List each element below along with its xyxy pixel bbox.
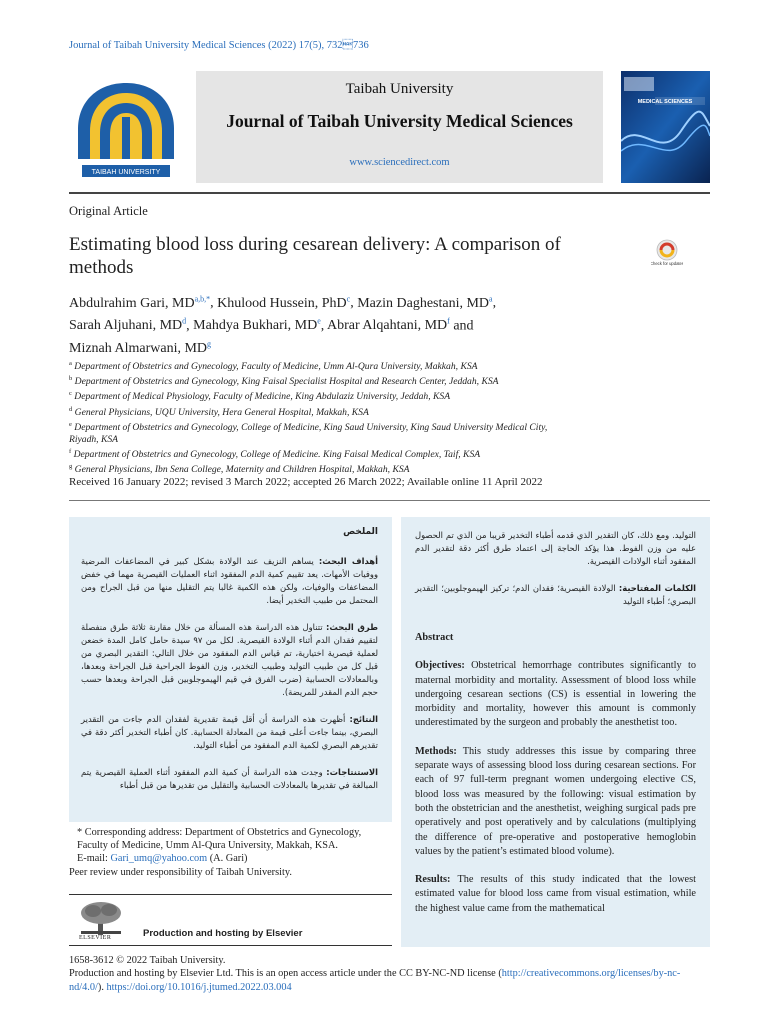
author[interactable]: Miznah Almarwani, $MD^g$ [69, 339, 212, 356]
email-link[interactable]: Gari_umq@yahoo.com [110, 853, 208, 865]
arabic-objectives: أهداف البحث: يساهم النزيف عند الولادة بشكل كبير في المضاعفات المرضية ووفيات الأمهات. يعد تقييم كمية الدم المفقود اثناء العمليات القيصرية مهما في خفض المضاعفات والوفيات، ولكن هذه الكمية غالبا يتم التقليل منها من قبل الجراح ومن المحتمل من طبيب التخدير أيضا. [81, 556, 378, 605]
journal-banner [196, 71, 603, 183]
arabic-conclusions: الاستنتاجات: وجدت هذه الدراسة أن كمية الدم المفقود أثناء العملية القيصرية يتم المبالغة في تقديرها بالمعادلات الحسابية والتقليل من تقديرها من قبل أطباء [81, 767, 378, 790]
issn-line: 1658-3612 © 2022 Taibah University. [69, 955, 226, 966]
page-footer [69, 954, 710, 994]
corresponding-address: * Corresponding address: Department of Obstetrics and Gynecology, Faculty of Medicine, Umm Al-Qura University, Makkah, KSA. [77, 827, 362, 852]
abstract-methods: Methods: This study addresses this issue by comparing three separate ways of assessing blood loss during cesarean sections. For each of 97 full-term pregnant women undergoing elective CS, blood loss was measured by the following: visual estimation by both the obstetrician and the anesthetist, weighing surgical pads pre operatively and post operatively and by calculations (multiplying the difference of pre-operative and postoperative hemoglobin values by the patient’s estimated blood volume). [415, 745, 696, 857]
author[interactable]: Mahdya Bukhari, MDe [193, 316, 321, 334]
elsevier-logo-text: ELSEVIER [79, 935, 112, 941]
affiliation: $^d$ General Physicians, UQU University, Hera General Hospital, Makkah, KSA [69, 405, 369, 418]
logo-caption: TAIBAH UNIVERSITY [91, 169, 161, 176]
corresponding-email: E-mail: Gari_umq@yahoo.com (A. Gari) [77, 853, 248, 865]
author-list: Abdulrahim Gari, $MD^{a,b,*}$, Khulood Hussein, PhD$^c$, Mazin Daghestani, $MD^a$, Sarah Aljuhani, $MD^d$, Mahdya Bukhari, MDe, Abrar Alqahtani, $MD^f$ and Miznah Almarwani, $MD^g$ [69, 294, 497, 356]
peer-review-note: Peer review under responsibility of Taibah University. [69, 866, 292, 878]
affiliation: $^b$ Department of Obstetrics and Gynecology, King Faisal Specialist Hospital and Research Center, Jeddah, KSA [69, 375, 499, 388]
arabic-conclusions-cont: التوليد. ومع ذلك، كان التقدير الذي قدمه أطباء التخدير قريبا من الذي تم الحصول عليه من وزن الفوط. هذا يؤكد الحاجة إلى اعتماد طرق أكثر دقة لتقدير الدم المفقود أثناء الولادات القيصرية. [415, 530, 696, 566]
affiliations [69, 358, 669, 476]
affiliation: $^f$ Department of Obstetrics and Gynecology, College of Medicine. King Faisal Medical Complex, Taif, KSA [69, 447, 481, 461]
check-updates-label: Check for updates [651, 261, 683, 266]
author[interactable]: Abdulrahim Gari, $MD^{a,b,*}$ [69, 294, 211, 311]
article-type: Original Article [69, 204, 148, 218]
affiliation: Riyadh, KSA [69, 433, 119, 445]
cover-title: MEDICAL SCIENCES [637, 99, 693, 105]
abstract-objectives: Objectives: Obstetrical hemorrhage contributes significantly to maternal morbidity and mortality. Assessment of blood loss while undergoing cesarean sections (CS) is essential in lowering the morbidity and mortality, however this amount is commonly underestimated by the surgeon and probably the anesthetist too. [415, 660, 696, 729]
taibah-logo [68, 79, 184, 183]
dates-rule [69, 500, 710, 501]
header-rule [69, 192, 710, 194]
corresponding-note [69, 826, 392, 879]
english-abstract-body [415, 631, 696, 916]
arabic-abstract-heading: الملخص [343, 527, 378, 537]
running-head: Journal of Taibah University Medical Sciences (2022) 17(5), 732736 [69, 40, 369, 51]
author[interactable]: Khulood Hussein, PhD$^c$ [217, 294, 351, 311]
abstract-results: Results: The results of this study indicated that the lowest estimated value for blood loss came from visual estimation, while the highest value came from the mathematical [415, 874, 696, 914]
arabic-results: النتائج: أظهرت هذه الدراسة أن أقل قيمة تقديرية لفقدان الدم جاءت من التقدير البصري، بينما جاءت أعلى قيمة من المعادلة الحسابية. كان أطباء التخدير أكثر دقة في تقديرهم البصري لكمية الدم المفقود من أطباء التوليد. [81, 714, 378, 750]
publisher-box [69, 894, 392, 946]
author[interactable]: Abrar Alqahtani, $MD^f$ [327, 316, 450, 334]
article-dates: Received 16 January 2022; revised 3 March 2022; accepted 26 March 2022; Available online 11 April 2022 [69, 476, 543, 488]
arabic-methods: طرق البحث: تتناول هذه الدراسة هذه المسألة من خلال مقارنة ثلاثة طرق منفصلة لتقييم فقدان الدم أثناء الولادة القيصرية. لكل من ٩٧ سيدة حامل كامل المدة خضعن لعملية قيصرية اختيارية، تم قياس الدم المفقود من خلال التالي: التقدير البصري من قبل كل من طبيب التوليد وطبيب التخدير، وزن الفوط الجراحية قبل الجراحة وبعدها، وبالمعادلات الحسابية (ضرب الفرق في قيم الهيموجلوبين قبل الجراحة وبعدها حسب حجم الدم المقدر للمريضة). [81, 622, 378, 697]
arabic-keywords: الكلمات المفتاحية: الولادة القيصرية؛ فقدان الدم؛ تركيز الهيموجلوبين؛ التقدير البصري؛ أطباء التوليد [415, 583, 696, 606]
article-title: Estimating blood loss during cesarean delivery: A comparison of methods [69, 234, 561, 278]
license-link[interactable]: http://creativecommons.org/licenses/by-nc-nd/4.0/ [69, 968, 681, 993]
journal-cover-image [621, 71, 710, 183]
affiliation: $^a$ Department of Obstetrics and Gynecology, Faculty of Medicine, Umm Al-Qura University, Makkah, KSA [69, 360, 478, 373]
affiliation: $^e$ Department of Obstetrics and Gynecology, College of Medicine, King Saud University, King Saud University Medical City, [69, 420, 548, 433]
production-label: Production and hosting by Elsevier [143, 928, 303, 939]
arabic-abstract-body [81, 555, 378, 792]
doi-link[interactable]: https://doi.org/10.1016/j.jtumed.2022.03.004 [106, 981, 292, 993]
arabic-abstract-box [69, 517, 392, 822]
check-for-updates-badge[interactable] [651, 238, 683, 272]
journal-title: Journal of Taibah University Medical Sciences [226, 111, 573, 131]
license-line: Production and hosting by Elsevier Ltd. This is an open access article under the CC BY-NC-ND license (http://creativecommons.org/licenses/by-nc-nd/4.0/). https://doi.org/10.1016/j.jtumed.2022.03.004 [69, 968, 681, 993]
abstract-heading: Abstract [415, 632, 454, 643]
elsevier-tree-icon [77, 901, 125, 935]
author[interactable]: Mazin Daghestani, $MD^a$ [357, 294, 493, 311]
sciencedirect-link[interactable]: www.sciencedirect.com [349, 157, 450, 168]
affiliation: $^c$ Department of Medical Physiology, Faculty of Medicine, King Abdulaziz University, Jeddah, KSA [69, 390, 451, 403]
university-name: Taibah University [345, 81, 454, 97]
affiliation: $^g$ General Physicians, Ibn Sena College, Maternity and Children Hospital, Makkah, KSA [69, 463, 410, 476]
author[interactable]: Sarah Aljuhani, $MD^d$ [69, 316, 187, 334]
arabic-abstract-continued [415, 529, 696, 608]
english-abstract-box [401, 517, 710, 947]
